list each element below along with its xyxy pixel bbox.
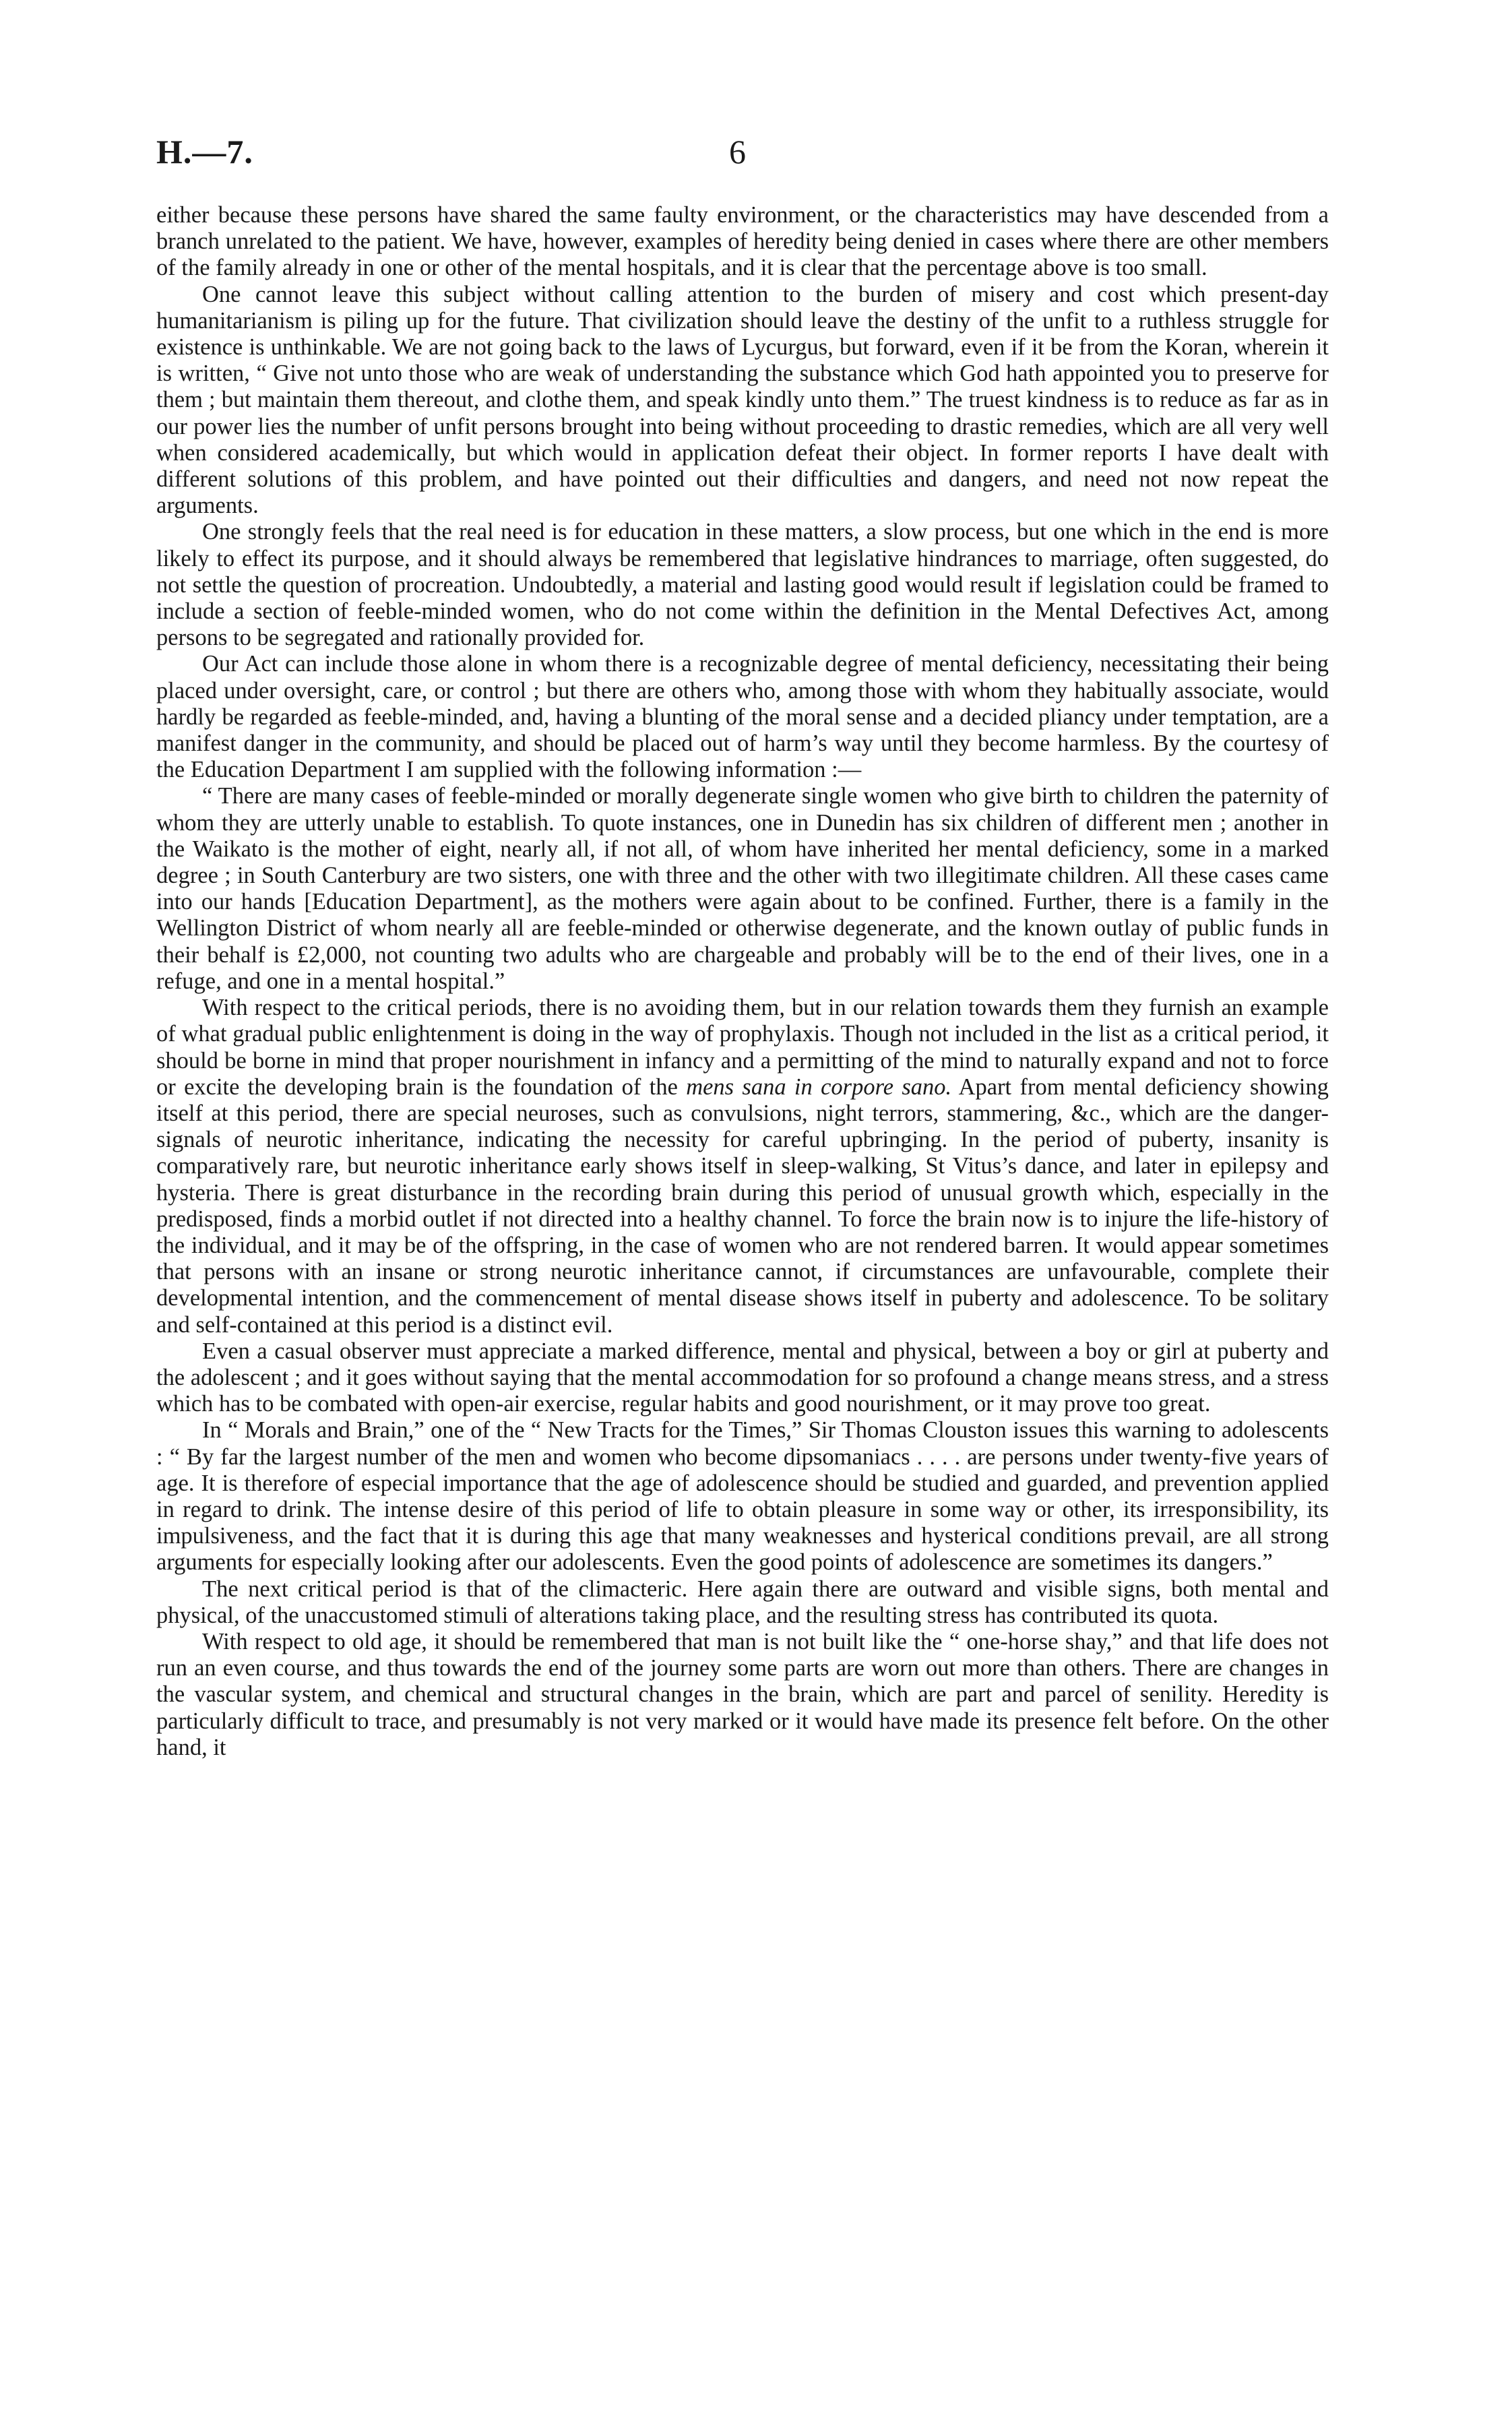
paragraph-burden-of-unfit: One cannot leave this subject without calling attention to the burden of misery and cost which present-day humanitarianism is piling up for the future. That civilization should leave the destiny of the unfit to a ruthless struggle for existence is unthinkable. We are not going back to the laws of Lycurgus, but forward, even if it be from the Koran, wherein it is written, “ Give not unto those who are weak of understanding the substance which God hath appointed you to preserve for them ; but maintain them thereout, and clothe them, and speak kindly unto them.” The truest kindness is to reduce as far as in our power lies the number of unfit persons brought into being without proceeding to drastic remedies, which are all very well when considered academically, but which would in application defeat their object. In former reports I have dealt with different solutions of this problem, and have pointed out their difficulties and dangers, and need not now repeat the arguments.: [156, 281, 1329, 519]
latin-phrase: mens sana in corpore sano.: [686, 1074, 952, 1100]
page-number: 6: [729, 133, 746, 170]
critical-periods-text-start: With respect to the critical periods, there is no avoiding them, but in our relation towards them they furnish an example of what gradual public enlightenment is doing in the way of prophylaxis. Though not included in the list as a critical period, it should be borne in mind that proper nourishment in infancy and a permitting of the mind to naturally expand and not to force or excite the developing brain is the foundation of the: [156, 995, 1329, 1100]
document-reference: H.—7.: [156, 133, 253, 170]
paragraph-education-need: One strongly feels that the real need is for education in these matters, a slow process, but one which in the end is more likely to effect its purpose, and it should always be remembered that legislative hindrances to marriage, often suggested, do not settle the question of procreation. Undoubtedly, a material and lasting good would result if legislation could be framed to include a section of feeble-minded women, who do not come within the definition in the Mental Defectives Act, among persons to be segregated and rationally provided for.: [156, 519, 1329, 651]
paragraph-critical-periods: [156, 995, 1329, 1338]
paragraph-old-age: With respect to old age, it should be remembered that man is not built like the “ one-horse shay,” and that life does not run an even course, and thus towards the end of the journey some parts are worn out more than others. There are changes in the vascular system, and chemical and structural changes in the brain, which are part and parcel of senility. Heredity is particularly difficult to trace, and presumably is not very marked or it would have made its presence felt before. On the other hand, it: [156, 1628, 1329, 1760]
paragraph-mental-defectives-act: Our Act can include those alone in whom there is a recognizable degree of mental deficiency, necessitating their being placed under oversight, care, or control ; but there are others who, among those with whom they habitually associate, would hardly be regarded as feeble-minded, and, having a blunting of the moral sense and a decided pliancy under temptation, are a manifest danger in the community, and should be placed out of harm’s way until they become harmless. By the courtesy of the Education Department I am supplied with the following information :—: [156, 651, 1329, 783]
paragraph-morals-and-brain: In “ Morals and Brain,” one of the “ New Tracts for the Times,” Sir Thomas Clouston issues this warning to adolescents : “ By far the largest number of the men and women who become dipsomaniacs . . . . are persons under twenty-five years of age. It is therefore of especial importance that the age of adolescence should be studied and guarded, and prevention applied in regard to drink. The intense desire of this period of life to obtain pleasure in some way or other, its irresponsibility, its impulsiveness, and the fact that it is during this age that many weaknesses and hysterical conditions prevail, are all strong arguments for especially looking after our adolescents. Even the good points of adolescence are sometimes its dangers.”: [156, 1417, 1329, 1576]
critical-periods-text-end: Apart from mental deficiency showing itself at this period, there are special neuroses, such as convulsions, night terrors, stammering, &c., which are the danger-signals of neurotic inheritance, indicating the necessity for careful upbringing. In the period of puberty, insanity is comparatively rare, but neurotic inheritance early shows itself in sleep-walking, St Vitus’s dance, and later in epilepsy and hysteria. There is great disturbance in the recording brain during this period of unusual growth which, especially in the predisposed, finds a morbid outlet if not directed into a healthy channel. To force the brain now is to injure the life-history of the individual, and it may be of the offspring, in the case of women who are not rendered barren. It would appear sometimes that persons with an insane or strong neurotic inheritance cannot, if circumstances are unfavourable, complete their developmental intention, and the commencement of mental disease shows itself in puberty and adolescence. To be solitary and self-contained at this period is a distinct evil.: [156, 1074, 1329, 1338]
document-body: [156, 202, 1329, 1761]
paragraph-puberty-adolescent: Even a casual observer must appreciate a marked difference, mental and physical, between a boy or girl at puberty and the adolescent ; and it goes without saying that the mental accommodation for so profound a change means stress, and a stress which has to be combated with open-air exercise, regular habits and good nourishment, or it may prove too great.: [156, 1338, 1329, 1417]
page-header: [156, 132, 1423, 173]
paragraph-climacteric: The next critical period is that of the climacteric. Here again there are outward and visible signs, both mental and physical, of the unaccustomed stimuli of alterations taking place, and the resulting stress has contributed its quota.: [156, 1576, 1329, 1628]
paragraph-education-department-quote: “ There are many cases of feeble-minded or morally degenerate single women who give birth to children the paternity of whom they are utterly unable to establish. To quote instances, one in Dunedin has six children of different men ; another in the Waikato is the mother of eight, nearly all, if not all, of whom have inherited her mental deficiency, some in a marked degree ; in South Canterbury are two sisters, one with three and the other with two illegitimate children. All these cases came into our hands [Education Department], as the mothers were again about to be confined. Further, there is a family in the Wellington District of whom nearly all are feeble-minded or otherwise degenerate, and the known outlay of public funds in their behalf is £2,000, not counting two adults who are chargeable and probably will be to the end of their lives, one in a refuge, and one in a mental hospital.”: [156, 783, 1329, 994]
paragraph-continuation: either because these persons have shared the same faulty environment, or the characteristics may have descended from a branch unrelated to the patient. We have, however, examples of heredity being denied in cases where there are other members of the family already in one or other of the mental hospitals, and it is clear that the percentage above is too small.: [156, 202, 1329, 281]
